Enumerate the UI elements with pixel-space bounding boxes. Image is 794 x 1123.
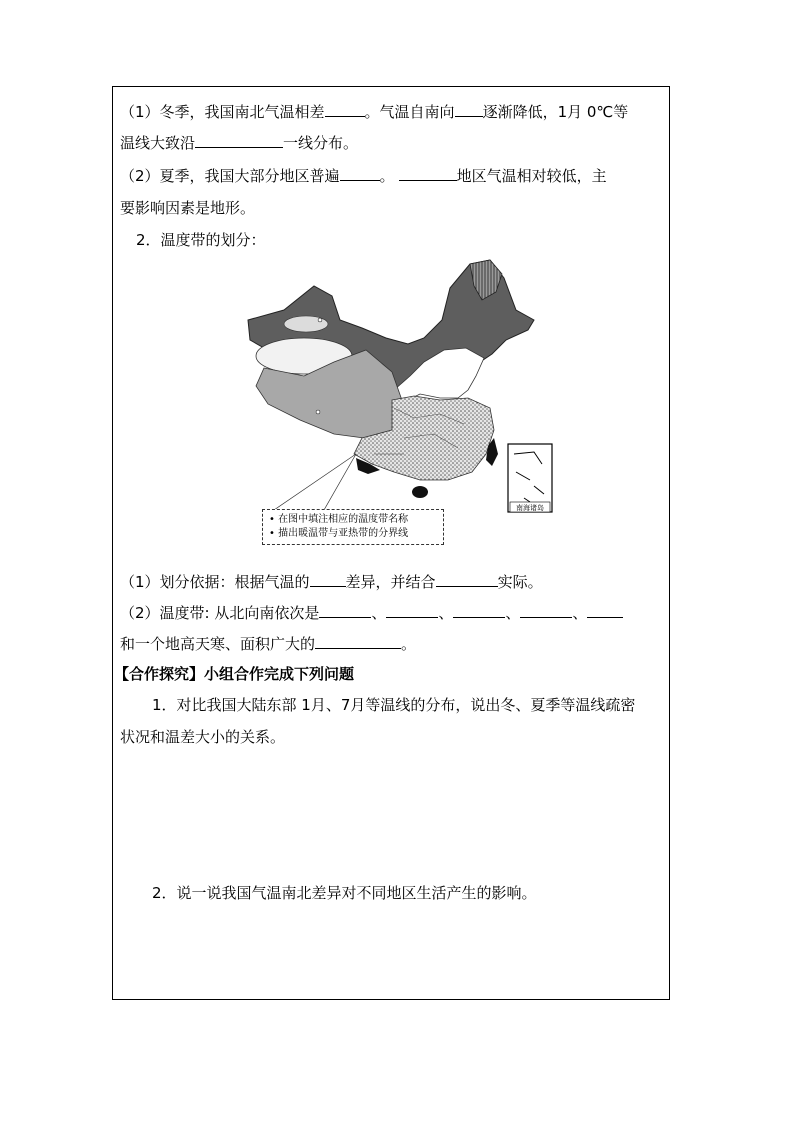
coop-question2 — [152, 883, 537, 903]
text: 差异，并结合 — [345, 573, 436, 591]
map-instruction-box — [262, 509, 444, 545]
answer-blank[interactable] — [455, 102, 483, 117]
zones-question-line1 — [120, 603, 623, 623]
winter-question-line2 — [120, 133, 358, 153]
text: 、 — [505, 604, 521, 622]
text: 。 — [379, 167, 395, 185]
text: 逐渐降低，1月 0℃等 — [482, 103, 629, 121]
hainan-island — [412, 486, 428, 498]
coop-question1-line1 — [152, 695, 635, 715]
text: 和一个地高天寒、面积广大的 — [120, 635, 316, 653]
cooperation-heading — [114, 664, 354, 684]
temperature-zone-title — [136, 230, 266, 250]
text: 状况和温差大小的关系。 — [120, 728, 286, 746]
text: 。气温自南向 — [364, 103, 455, 121]
text: （2）温度带: 从北向南依次是 — [120, 604, 320, 622]
china-temperature-zone-map — [244, 258, 556, 550]
text: 2．说一说我国气温南北差异对不同地区生活产生的影响。 — [152, 884, 537, 902]
coop-question1-line2 — [120, 727, 285, 747]
answer-blank[interactable] — [453, 603, 505, 618]
answer-blank[interactable] — [386, 603, 438, 618]
text: 、 — [438, 604, 454, 622]
answer-blank[interactable] — [195, 133, 283, 148]
answer-blank[interactable] — [310, 572, 346, 587]
answer-blank[interactable] — [340, 166, 380, 181]
zones-question-line2 — [120, 634, 416, 654]
text: 1．对比我国大陆东部 1月、7月等温线的分布，说出冬、夏季等温线疏密 — [152, 696, 636, 714]
text: （1）划分依据：根据气温的 — [120, 573, 310, 591]
answer-blank[interactable] — [520, 603, 572, 618]
answer-blank[interactable] — [436, 572, 498, 587]
answer-blank[interactable] — [587, 603, 623, 618]
instruction-draw-boundary: • 描出暖温带与亚热带的分界线 — [269, 528, 409, 539]
summer-question-line1 — [120, 166, 607, 186]
text: 、 — [371, 604, 387, 622]
winter-question-line1 — [120, 102, 628, 122]
answer-blank[interactable] — [315, 634, 401, 649]
instruction-fill-names: • 在图中填注相应的温度带名称 — [269, 514, 409, 525]
text: 、 — [572, 604, 588, 622]
text: 2．温度带的划分： — [136, 231, 266, 249]
summer-question-line2 — [120, 198, 255, 218]
text: 温线大致沿 — [120, 134, 196, 152]
text: 【合作探究】小组合作完成下列问题 — [114, 665, 355, 683]
basis-question — [120, 572, 543, 592]
answer-blank[interactable] — [325, 102, 365, 117]
text: 。 — [401, 635, 417, 653]
inset-label: 南海诸岛 — [516, 504, 544, 512]
text: 地区气温相对较低，主 — [456, 167, 607, 185]
answer-blank[interactable] — [399, 166, 457, 181]
text: 要影响因素是地形。 — [120, 199, 256, 217]
answer-blank[interactable] — [319, 603, 371, 618]
text: （2）夏季，我国大部分地区普遍 — [120, 167, 340, 185]
text: 实际。 — [497, 573, 543, 591]
text: （1）冬季，我国南北气温相差 — [120, 103, 325, 121]
text: 一线分布。 — [283, 134, 359, 152]
